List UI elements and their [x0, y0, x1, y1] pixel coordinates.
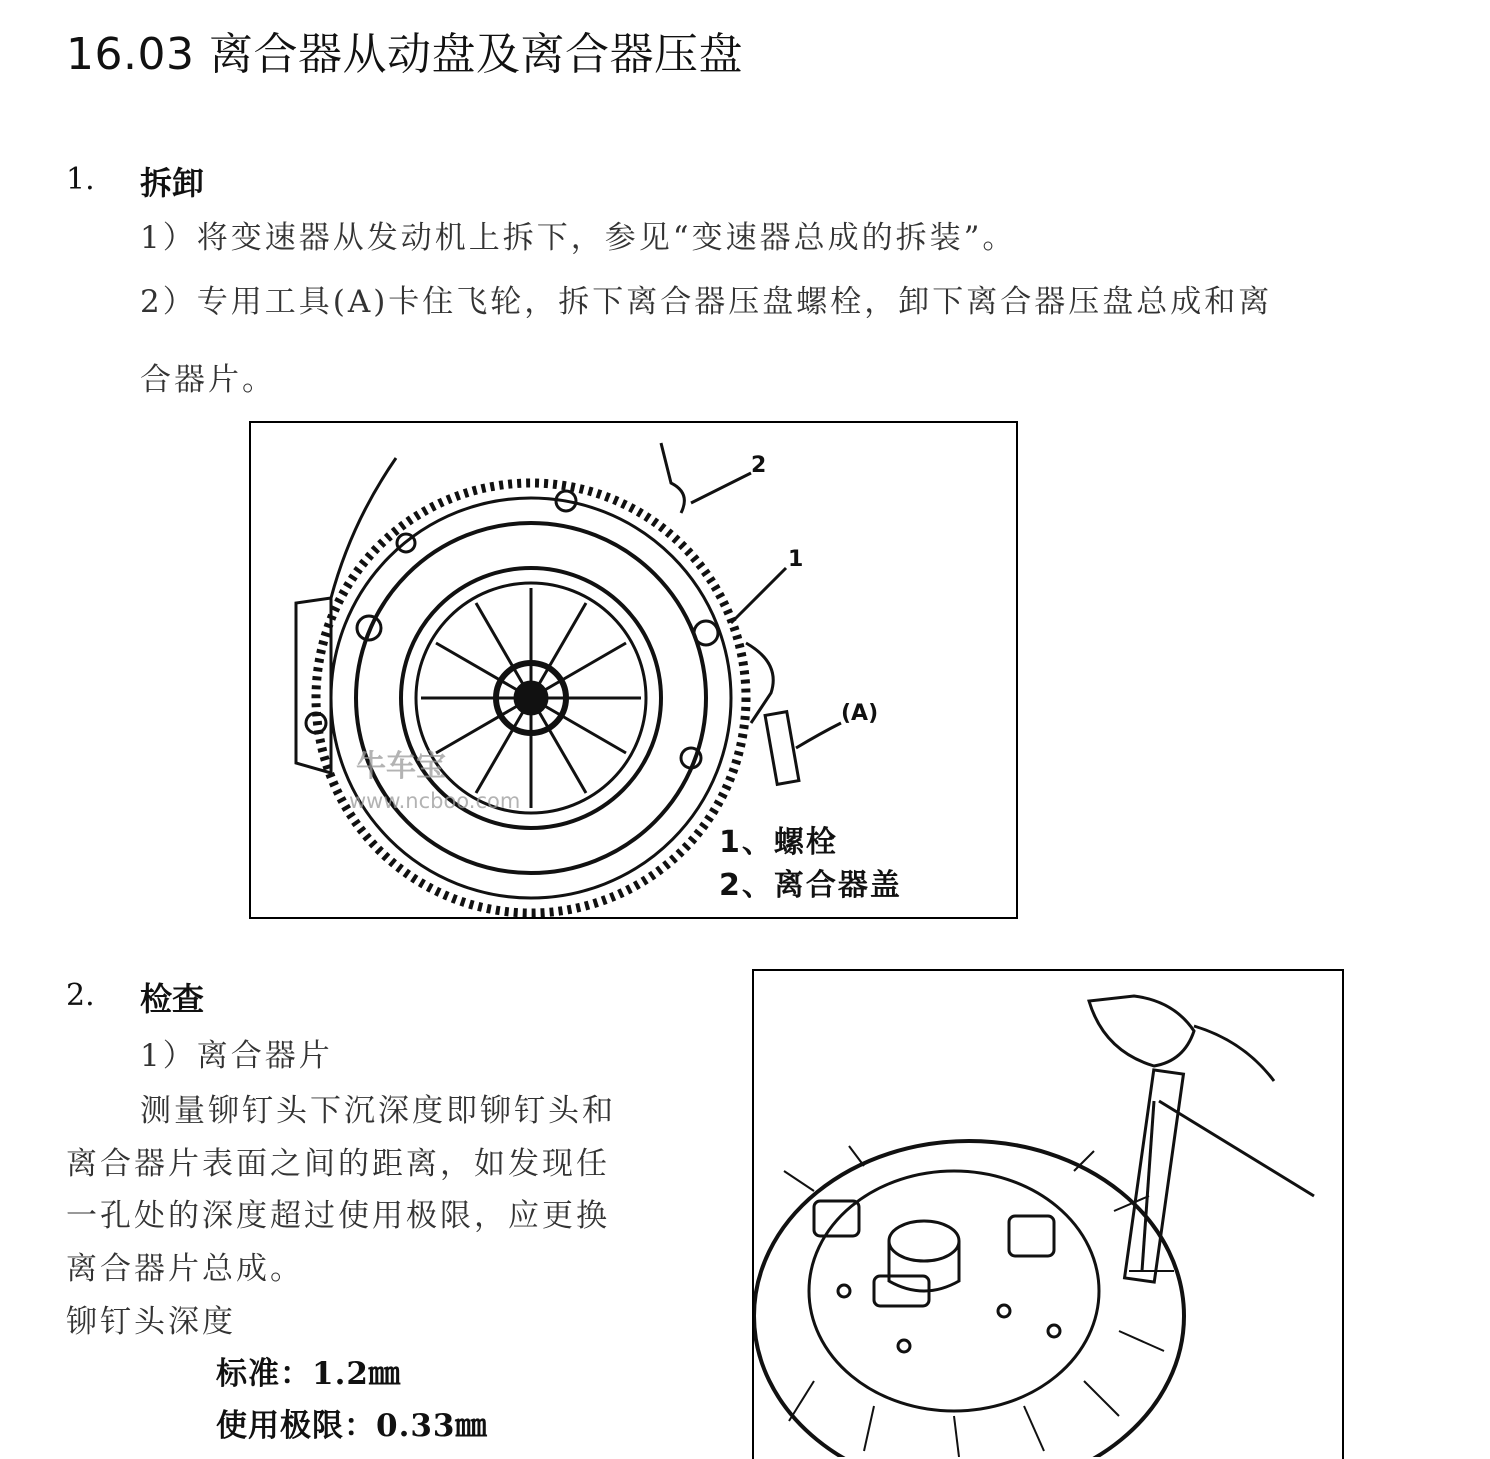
section-2-number: 2. [66, 978, 95, 1013]
rivet-depth-measurement-figure [752, 969, 1344, 1459]
section-1-step-1: 1）将变速器从发动机上拆下，参见“变速器总成的拆装”。 [140, 220, 1017, 256]
clutch-removal-illustration [251, 423, 1016, 917]
page-title: 16.03 离合器从动盘及离合器压盘 [66, 29, 743, 80]
section-1-step-2-line-1: 2）专用工具(A)卡住飞轮，拆下离合器压盘螺栓，卸下离合器压盘总成和离 [140, 284, 1273, 320]
section-2-para-line-2: 离合器片表面之间的距离，如发现任 [66, 1146, 610, 1182]
legend-item-2: 2、离合器盖 [719, 868, 902, 903]
spec-limit-value: 使用极限：0.33㎜ [216, 1408, 488, 1444]
rivet-depth-illustration [754, 971, 1342, 1457]
section-2-para-line-4: 离合器片总成。 [66, 1251, 304, 1287]
section-1-step-2-line-2: 合器片。 [140, 362, 276, 398]
section-2-para-line-3: 一孔处的深度超过使用极限，应更换 [66, 1198, 610, 1234]
watermark-url: www.ncboo.com [349, 789, 521, 813]
section-1-number: 1. [66, 162, 95, 197]
section-2-para-line-1: 测量铆钉头下沉深度即铆钉头和 [140, 1093, 616, 1129]
clutch-removal-figure [249, 421, 1018, 919]
callout-2-label: 2 [751, 453, 767, 478]
legend-item-1: 1、螺栓 [719, 825, 838, 860]
callout-1-label: 1 [788, 547, 804, 572]
watermark-logo-text: 牛车宝 [356, 749, 446, 784]
section-2-heading: 检查 [140, 980, 205, 1018]
section-2-sub-1: 1）离合器片 [140, 1038, 333, 1074]
callout-a-label: (A) [841, 701, 879, 726]
spec-label: 铆钉头深度 [66, 1304, 236, 1340]
section-1-heading: 拆卸 [140, 164, 205, 202]
spec-standard-value: 标准：1.2㎜ [216, 1356, 401, 1392]
